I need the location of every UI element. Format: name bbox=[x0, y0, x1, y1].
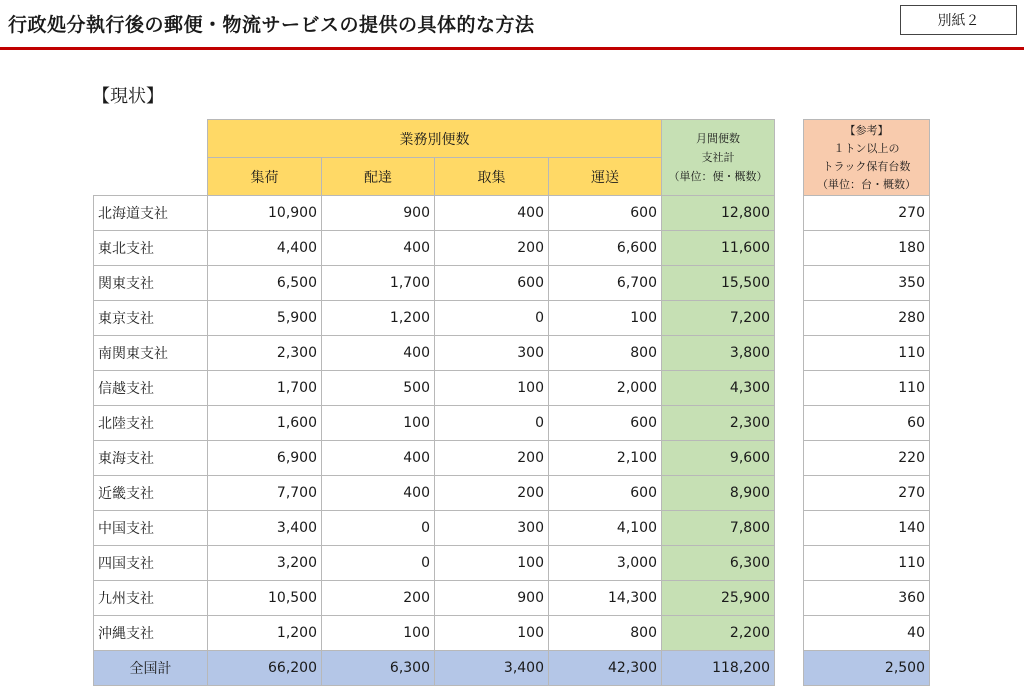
branch-name: 全国計 bbox=[94, 651, 208, 686]
reference-header-line1: 【参考】 bbox=[844, 123, 889, 137]
value-cell: 1,700 bbox=[322, 266, 435, 301]
title-underline bbox=[0, 47, 1024, 50]
reference-row bbox=[804, 581, 930, 616]
branch-name: 東北支社 bbox=[94, 231, 208, 266]
value-cell: 10,900 bbox=[208, 196, 322, 231]
reference-row bbox=[804, 336, 930, 371]
monthly-total-cell: 118,200 bbox=[662, 651, 775, 686]
value-cell: 2,300 bbox=[208, 336, 322, 371]
value-cell: 4,400 bbox=[208, 231, 322, 266]
monthly-total-cell: 11,600 bbox=[662, 231, 775, 266]
value-cell: 2,100 bbox=[549, 441, 662, 476]
value-cell: 6,700 bbox=[549, 266, 662, 301]
value-cell: 0 bbox=[322, 546, 435, 581]
table-row bbox=[94, 371, 775, 406]
monthly-total-cell: 4,300 bbox=[662, 371, 775, 406]
monthly-total-cell: 15,500 bbox=[662, 266, 775, 301]
value-cell: 0 bbox=[435, 301, 549, 336]
value-cell: 400 bbox=[322, 476, 435, 511]
column-header-transport: 運送 bbox=[549, 158, 662, 196]
value-cell: 1,600 bbox=[208, 406, 322, 441]
column-header-delivery: 配達 bbox=[322, 158, 435, 196]
value-cell: 100 bbox=[435, 371, 549, 406]
reference-row bbox=[804, 406, 930, 441]
reference-row bbox=[804, 371, 930, 406]
value-cell: 1,700 bbox=[208, 371, 322, 406]
table-row bbox=[94, 301, 775, 336]
reference-row bbox=[804, 511, 930, 546]
branch-name: 沖縄支社 bbox=[94, 616, 208, 651]
value-cell: 300 bbox=[435, 336, 549, 371]
reference-header-line4: （単位：台・概数） bbox=[817, 177, 916, 191]
column-header-pickup: 集荷 bbox=[208, 158, 322, 196]
monthly-total-cell: 2,300 bbox=[662, 406, 775, 441]
monthly-total-cell: 2,200 bbox=[662, 616, 775, 651]
value-cell: 100 bbox=[322, 616, 435, 651]
value-cell: 6,900 bbox=[208, 441, 322, 476]
branch-name: 四国支社 bbox=[94, 546, 208, 581]
branch-name: 東京支社 bbox=[94, 301, 208, 336]
value-cell: 4,100 bbox=[549, 511, 662, 546]
branch-name: 北海道支社 bbox=[94, 196, 208, 231]
value-cell: 300 bbox=[435, 511, 549, 546]
reference-row bbox=[804, 266, 930, 301]
corner-cell bbox=[94, 120, 208, 196]
value-cell: 900 bbox=[322, 196, 435, 231]
value-cell: 6,600 bbox=[549, 231, 662, 266]
truck-count-cell: 270 bbox=[804, 196, 930, 231]
mail-logistics-table bbox=[93, 119, 775, 686]
total-row bbox=[94, 651, 775, 686]
truck-count-cell: 110 bbox=[804, 546, 930, 581]
value-cell: 3,400 bbox=[435, 651, 549, 686]
value-cell: 100 bbox=[435, 616, 549, 651]
monthly-header-line1: 月間便数 bbox=[696, 132, 740, 145]
value-cell: 200 bbox=[322, 581, 435, 616]
value-cell: 400 bbox=[322, 336, 435, 371]
value-cell: 600 bbox=[549, 406, 662, 441]
reference-row bbox=[804, 196, 930, 231]
monthly-total-cell: 7,200 bbox=[662, 301, 775, 336]
branch-name: 関東支社 bbox=[94, 266, 208, 301]
value-cell: 800 bbox=[549, 616, 662, 651]
value-cell: 66,200 bbox=[208, 651, 322, 686]
truck-count-cell: 110 bbox=[804, 336, 930, 371]
value-cell: 100 bbox=[549, 301, 662, 336]
table-row bbox=[94, 266, 775, 301]
value-cell: 500 bbox=[322, 371, 435, 406]
monthly-total-cell: 9,600 bbox=[662, 441, 775, 476]
table-row bbox=[94, 406, 775, 441]
value-cell: 200 bbox=[435, 476, 549, 511]
value-cell: 7,700 bbox=[208, 476, 322, 511]
group-header: 業務別便数 bbox=[208, 120, 662, 158]
monthly-total-cell: 3,800 bbox=[662, 336, 775, 371]
monthly-total-cell: 7,800 bbox=[662, 511, 775, 546]
reference-header-line3: トラック保有台数 bbox=[822, 159, 911, 173]
truck-count-cell: 360 bbox=[804, 581, 930, 616]
value-cell: 42,300 bbox=[549, 651, 662, 686]
truck-count-cell: 280 bbox=[804, 301, 930, 336]
value-cell: 100 bbox=[322, 406, 435, 441]
table-row bbox=[94, 581, 775, 616]
reference-table bbox=[803, 119, 930, 686]
monthly-header-line2: 支社計 bbox=[701, 151, 735, 164]
reference-row bbox=[804, 616, 930, 651]
truck-count-cell: 140 bbox=[804, 511, 930, 546]
reference-header-line2: １トン以上の bbox=[833, 141, 900, 155]
truck-count-cell: 220 bbox=[804, 441, 930, 476]
value-cell: 14,300 bbox=[549, 581, 662, 616]
truck-count-cell: 270 bbox=[804, 476, 930, 511]
value-cell: 6,500 bbox=[208, 266, 322, 301]
truck-count-cell: 2,500 bbox=[804, 651, 930, 686]
value-cell: 400 bbox=[322, 231, 435, 266]
truck-count-cell: 40 bbox=[804, 616, 930, 651]
value-cell: 0 bbox=[435, 406, 549, 441]
monthly-total-header bbox=[662, 120, 775, 196]
table-row bbox=[94, 511, 775, 546]
reference-header bbox=[804, 120, 930, 196]
table-row bbox=[94, 546, 775, 581]
value-cell: 400 bbox=[435, 196, 549, 231]
branch-name: 北陸支社 bbox=[94, 406, 208, 441]
value-cell: 3,200 bbox=[208, 546, 322, 581]
value-cell: 400 bbox=[322, 441, 435, 476]
value-cell: 200 bbox=[435, 441, 549, 476]
reference-row bbox=[804, 231, 930, 266]
truck-count-cell: 180 bbox=[804, 231, 930, 266]
value-cell: 3,400 bbox=[208, 511, 322, 546]
value-cell: 0 bbox=[322, 511, 435, 546]
value-cell: 600 bbox=[435, 266, 549, 301]
table-row bbox=[94, 231, 775, 266]
monthly-total-cell: 12,800 bbox=[662, 196, 775, 231]
reference-total-row bbox=[804, 651, 930, 686]
section-title: 【現状】 bbox=[92, 86, 164, 107]
reference-row bbox=[804, 301, 930, 336]
reference-row bbox=[804, 546, 930, 581]
value-cell: 600 bbox=[549, 476, 662, 511]
value-cell: 200 bbox=[435, 231, 549, 266]
branch-name: 中国支社 bbox=[94, 511, 208, 546]
table-row bbox=[94, 616, 775, 651]
value-cell: 1,200 bbox=[208, 616, 322, 651]
table-row bbox=[94, 336, 775, 371]
value-cell: 5,900 bbox=[208, 301, 322, 336]
monthly-header-line3: （単位：便・概数） bbox=[668, 170, 768, 183]
column-header-collection: 取集 bbox=[435, 158, 549, 196]
table-row bbox=[94, 476, 775, 511]
branch-name: 東海支社 bbox=[94, 441, 208, 476]
truck-count-cell: 350 bbox=[804, 266, 930, 301]
branch-name: 南関東支社 bbox=[94, 336, 208, 371]
value-cell: 1,200 bbox=[322, 301, 435, 336]
monthly-total-cell: 8,900 bbox=[662, 476, 775, 511]
value-cell: 900 bbox=[435, 581, 549, 616]
value-cell: 2,000 bbox=[549, 371, 662, 406]
branch-name: 九州支社 bbox=[94, 581, 208, 616]
truck-count-cell: 110 bbox=[804, 371, 930, 406]
annex-label: 別紙２ bbox=[900, 5, 1017, 35]
value-cell: 10,500 bbox=[208, 581, 322, 616]
branch-name: 近畿支社 bbox=[94, 476, 208, 511]
page-title: 行政処分執行後の郵便・物流サービスの提供の具体的な方法 bbox=[8, 14, 535, 36]
monthly-total-cell: 25,900 bbox=[662, 581, 775, 616]
monthly-total-cell: 6,300 bbox=[662, 546, 775, 581]
branch-name: 信越支社 bbox=[94, 371, 208, 406]
table-row bbox=[94, 441, 775, 476]
value-cell: 600 bbox=[549, 196, 662, 231]
reference-row bbox=[804, 476, 930, 511]
value-cell: 3,000 bbox=[549, 546, 662, 581]
value-cell: 6,300 bbox=[322, 651, 435, 686]
table-row bbox=[94, 196, 775, 231]
truck-count-cell: 60 bbox=[804, 406, 930, 441]
value-cell: 100 bbox=[435, 546, 549, 581]
value-cell: 800 bbox=[549, 336, 662, 371]
reference-row bbox=[804, 441, 930, 476]
